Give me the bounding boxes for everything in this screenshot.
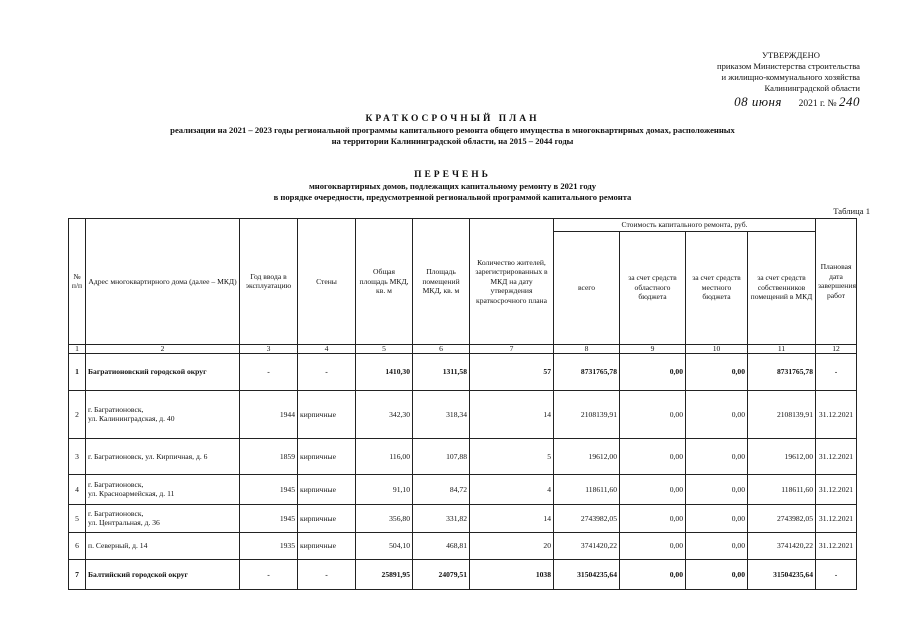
row-cost-owners: 2108139,91 <box>748 390 816 438</box>
row-number: 3 <box>69 438 86 474</box>
row-total-area: 342,30 <box>356 390 413 438</box>
row-planned-date: 31.12.2021 <box>816 504 857 532</box>
row-cost-owners: 8731765,78 <box>748 353 816 390</box>
row-year: - <box>240 559 298 589</box>
header-num: № п/п <box>69 219 86 345</box>
row-cost-regional: 0,00 <box>620 559 686 589</box>
row-planned-date: 31.12.2021 <box>816 474 857 504</box>
row-cost-owners: 19612,00 <box>748 438 816 474</box>
row-cost-local: 0,00 <box>686 390 748 438</box>
row-total-area: 116,00 <box>356 438 413 474</box>
row-cost-total: 3741420,22 <box>554 532 620 559</box>
approval-stamp <box>640 50 860 110</box>
row-number: 2 <box>69 390 86 438</box>
address-line: п. Северный, д. 14 <box>88 541 148 550</box>
column-number: 5 <box>356 344 413 353</box>
column-number: 6 <box>413 344 470 353</box>
row-number: 1 <box>69 353 86 390</box>
column-number: 9 <box>620 344 686 353</box>
row-residents: 14 <box>470 390 554 438</box>
row-cost-local: 0,00 <box>686 438 748 474</box>
column-number: 1 <box>69 344 86 353</box>
row-premises-area: 107,88 <box>413 438 470 474</box>
row-premises-area: 331,82 <box>413 504 470 532</box>
row-premises-area: 84,72 <box>413 474 470 504</box>
row-cost-local: 0,00 <box>686 504 748 532</box>
table-row <box>69 504 857 532</box>
approval-signature-line <box>640 96 860 110</box>
row-year: 1944 <box>240 390 298 438</box>
row-walls: - <box>298 353 356 390</box>
row-cost-local: 0,00 <box>686 559 748 589</box>
list-subtitle: многоквартирных домов, подлежащих капитальному ремонту в 2021 году <box>308 181 597 191</box>
approval-year: 2021 г. № <box>798 99 837 109</box>
row-residents: 5 <box>470 438 554 474</box>
list-title: ПЕРЕЧЕНЬ <box>414 170 491 180</box>
table-row <box>69 532 857 559</box>
approval-line: и жилищно-коммунального хозяйства <box>721 72 860 82</box>
table-row <box>69 559 857 589</box>
row-residents: 4 <box>470 474 554 504</box>
header-walls: Стены <box>298 219 356 345</box>
address-line: г. Багратионовск, <box>88 480 144 489</box>
header-premises-area: Площадь помещений МКД, кв. м <box>413 219 470 345</box>
header-planned-date: Плановая дата завершения работ <box>816 219 857 345</box>
row-address <box>86 353 240 390</box>
approval-line: Калининградской области <box>764 83 860 93</box>
header-cost-owners: за счет средств собственников помещений в МКД <box>748 231 816 344</box>
table-row <box>69 474 857 504</box>
row-number: 6 <box>69 532 86 559</box>
column-numbers-row <box>69 344 857 353</box>
row-number: 4 <box>69 474 86 504</box>
header-cost-regional: за счет средств областного бюджета <box>620 231 686 344</box>
row-total-area: 91,10 <box>356 474 413 504</box>
list-heading <box>100 170 805 203</box>
row-cost-owners: 31504235,64 <box>748 559 816 589</box>
row-planned-date: 31.12.2021 <box>816 390 857 438</box>
header-cost-group: Стоимость капитального ремонта, руб. <box>554 219 816 232</box>
row-planned-date: - <box>816 559 857 589</box>
row-address <box>86 438 240 474</box>
row-address <box>86 504 240 532</box>
row-cost-regional: 0,00 <box>620 353 686 390</box>
row-total-area: 356,80 <box>356 504 413 532</box>
row-cost-local: 0,00 <box>686 532 748 559</box>
column-number: 10 <box>686 344 748 353</box>
row-cost-regional: 0,00 <box>620 438 686 474</box>
column-number: 7 <box>470 344 554 353</box>
row-cost-total: 8731765,78 <box>554 353 620 390</box>
row-cost-owners: 2743982,05 <box>748 504 816 532</box>
address-line: г. Багратионовск, ул. Кирпичная, д. 6 <box>88 451 208 461</box>
row-year: 1859 <box>240 438 298 474</box>
row-planned-date: 31.12.2021 <box>816 532 857 559</box>
row-year: 1945 <box>240 474 298 504</box>
column-number: 8 <box>554 344 620 353</box>
row-address <box>86 559 240 589</box>
plan-title: КРАТКОСРОЧНЫЙ ПЛАН <box>365 114 540 124</box>
row-total-area: 1410,30 <box>356 353 413 390</box>
address-line: Багратионовский городской округ <box>88 367 207 376</box>
row-address <box>86 474 240 504</box>
table-label: Таблица 1 <box>833 206 870 216</box>
table-row <box>69 390 857 438</box>
row-address <box>86 532 240 559</box>
row-cost-owners: 3741420,22 <box>748 532 816 559</box>
address-line: ул. Калининградская, д. 40 <box>88 414 175 423</box>
row-walls: кирпичные <box>298 504 356 532</box>
row-total-area: 25891,95 <box>356 559 413 589</box>
handwritten-number: 240 <box>839 94 860 109</box>
row-year: 1945 <box>240 504 298 532</box>
row-cost-regional: 0,00 <box>620 504 686 532</box>
address-line: г. Багратионовск, <box>88 405 144 414</box>
row-planned-date: 31.12.2021 <box>816 438 857 474</box>
row-residents: 1038 <box>470 559 554 589</box>
row-residents: 14 <box>470 504 554 532</box>
approval-line: приказом Министерства строительства <box>717 61 860 71</box>
row-cost-regional: 0,00 <box>620 390 686 438</box>
row-year: - <box>240 353 298 390</box>
header-cost-local: за счет средств местного бюджета <box>686 231 748 344</box>
column-number: 12 <box>816 344 857 353</box>
row-cost-total: 118611,60 <box>554 474 620 504</box>
address-line: ул. Центральная, д. 36 <box>88 518 160 527</box>
row-premises-area: 1311,58 <box>413 353 470 390</box>
row-total-area: 504,10 <box>356 532 413 559</box>
row-cost-local: 0,00 <box>686 474 748 504</box>
row-residents: 57 <box>470 353 554 390</box>
row-year: 1935 <box>240 532 298 559</box>
row-walls: кирпичные <box>298 438 356 474</box>
list-subtitle: в порядке очередности, предусмотренной региональной программой капитального ремонта <box>273 192 632 202</box>
header-address: Адрес многоквартирного дома (далее – МКД) <box>86 219 240 345</box>
address-line: Балтийский городской округ <box>88 569 188 579</box>
row-residents: 20 <box>470 532 554 559</box>
row-walls: кирпичные <box>298 474 356 504</box>
houses-table <box>68 218 857 590</box>
row-cost-owners: 118611,60 <box>748 474 816 504</box>
row-walls: кирпичные <box>298 532 356 559</box>
row-cost-total: 31504235,64 <box>554 559 620 589</box>
header-total-area: Общая площадь МКД, кв. м <box>356 219 413 345</box>
row-planned-date: - <box>816 353 857 390</box>
column-number: 2 <box>86 344 240 353</box>
plan-subtitle: на территории Калининградской области, на 2015 – 2044 годы <box>331 136 574 146</box>
column-number: 3 <box>240 344 298 353</box>
row-premises-area: 24079,51 <box>413 559 470 589</box>
handwritten-date: 08 июня <box>734 94 782 109</box>
row-address <box>86 390 240 438</box>
row-cost-regional: 0,00 <box>620 474 686 504</box>
row-cost-total: 2743982,05 <box>554 504 620 532</box>
column-number: 11 <box>748 344 816 353</box>
row-premises-area: 468,81 <box>413 532 470 559</box>
row-premises-area: 318,34 <box>413 390 470 438</box>
header-cost-total: всего <box>554 231 620 344</box>
row-cost-regional: 0,00 <box>620 532 686 559</box>
row-number: 5 <box>69 504 86 532</box>
table-row <box>69 438 857 474</box>
address-line: ул. Красноармейская, д. 11 <box>88 489 175 498</box>
row-walls: - <box>298 559 356 589</box>
row-cost-local: 0,00 <box>686 353 748 390</box>
header-residents: Количество жителей, зарегистрированных в МКД на дату утверждения краткосрочного плана <box>470 219 554 345</box>
row-walls: кирпичные <box>298 390 356 438</box>
column-number: 4 <box>298 344 356 353</box>
row-cost-total: 19612,00 <box>554 438 620 474</box>
approval-title: УТВЕРЖДЕНО <box>761 50 820 60</box>
row-number: 7 <box>69 559 86 589</box>
plan-subtitle: реализации на 2021 – 2023 годы региональной программы капитального ремонта общего имущества в многоквартирных домах, расположенных <box>170 125 735 135</box>
header-year: Год ввода в эксплуатацию <box>240 219 298 345</box>
row-cost-total: 2108139,91 <box>554 390 620 438</box>
plan-heading <box>100 114 805 147</box>
table-row <box>69 353 857 390</box>
address-line: г. Багратионовск, <box>88 509 144 518</box>
